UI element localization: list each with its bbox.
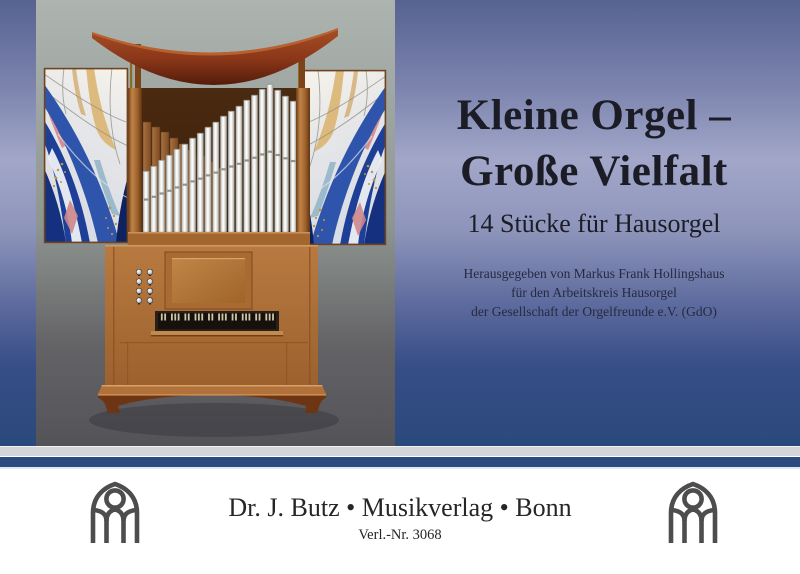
keyboard	[151, 311, 283, 336]
title-block	[398, 88, 790, 321]
cabinet	[105, 245, 318, 385]
floor-shadow	[89, 403, 339, 437]
left-wing-painting	[44, 68, 128, 243]
editor-line: Herausgegeben von Markus Frank Hollingshaus	[463, 266, 725, 281]
divider-stripes	[0, 446, 800, 469]
organ-photo	[36, 0, 395, 446]
stripe-gray	[0, 447, 800, 456]
gothic-window-icon	[85, 481, 145, 543]
publisher-name: Dr. J. Butz • Musikverlag • Bonn	[228, 493, 572, 522]
catalog-number: Verl.-Nr. 3068	[358, 527, 442, 543]
footer	[0, 469, 800, 574]
organ-illustration	[36, 0, 395, 446]
editor-line: der Gesellschaft der Orgelfreunde e.V. (GdO)	[471, 304, 717, 319]
title	[398, 88, 790, 200]
right-wing-painting	[302, 70, 386, 245]
pipe-chest	[128, 84, 310, 245]
editor-line: für den Arbeitskreis Hausorgel	[511, 285, 677, 300]
title-line-1: Kleine Orgel –	[456, 92, 732, 139]
stripe-navy	[0, 457, 800, 467]
music-desk	[165, 252, 252, 309]
gothic-window-icon	[663, 481, 723, 543]
title-line-2: Große Vielfalt	[460, 148, 728, 195]
editor-block	[398, 264, 790, 321]
subtitle: 14 Stücke für Hausorgel	[467, 209, 721, 238]
